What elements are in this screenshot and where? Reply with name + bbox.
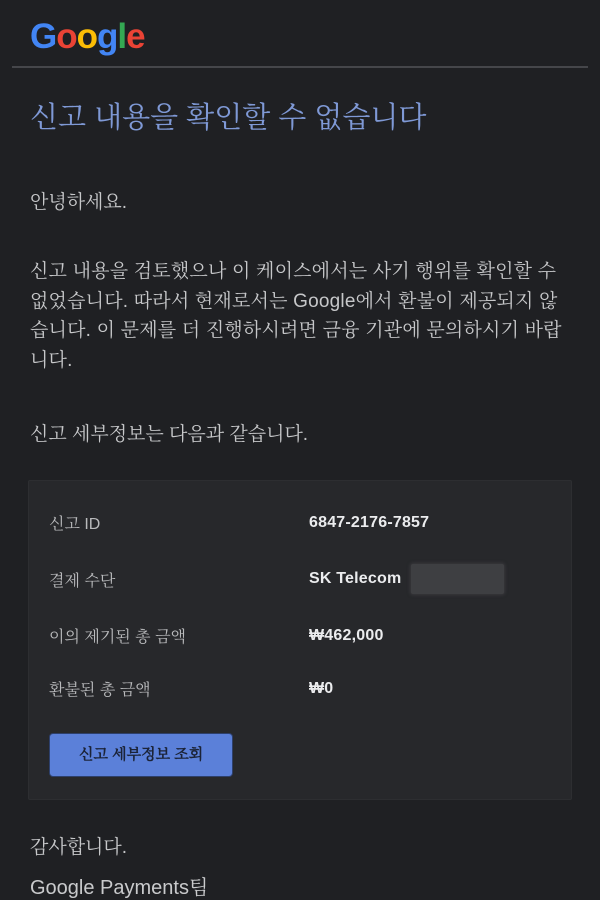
detail-row-payment-method (49, 564, 551, 594)
detail-row-refunded-amount (49, 677, 551, 700)
google-logo-letter: g (97, 17, 118, 56)
detail-value-payment-method: SK Telecom (309, 570, 402, 587)
google-logo-letter: o (56, 17, 77, 56)
detail-value-refunded-amount: ₩0 (309, 679, 334, 697)
google-logo-letter: o (76, 17, 98, 56)
detail-value-disputed-amount: ₩462,000 (309, 626, 384, 644)
report-details-card (28, 480, 572, 800)
detail-label-disputed-amount: 이의 제기된 총 금액 (49, 629, 186, 646)
closing-team-signature: Google Payments팀 (30, 877, 209, 899)
detail-row-disputed-amount (49, 624, 551, 647)
google-logo-letter: G (30, 17, 57, 56)
page-title: 신고 내용을 확인할 수 없습니다 (30, 102, 427, 134)
google-logo (30, 18, 570, 56)
google-logo-letter: e (126, 17, 145, 56)
closing-thanks: 감사합니다. (30, 837, 128, 858)
detail-label-report-id: 신고 ID (49, 516, 101, 533)
body-paragraph: 신고 내용을 검토했으나 이 케이스에서는 사기 행위를 확인할 수 없었습니다. 따라서 현재로서는 Google에서 환불이 제공되지 않습니다. 이 문제를 더 진행하시려면 금융 기관에 문의하시기 바랍니다. (30, 261, 562, 371)
view-report-details-button[interactable]: 신고 세부정보 조회 (49, 733, 233, 777)
google-logo-letter: l (117, 17, 127, 56)
redacted-value-patch (411, 564, 504, 594)
detail-row-report-id (49, 511, 551, 534)
header-divider (12, 66, 588, 68)
greeting-text: 안녕하세요. (30, 192, 128, 213)
detail-value-report-id: 6847-2176-7857 (309, 513, 430, 531)
details-intro-text: 신고 세부정보는 다음과 같습니다. (30, 424, 309, 445)
detail-label-refunded-amount: 환불된 총 금액 (49, 682, 151, 699)
detail-label-payment-method: 결제 수단 (49, 572, 116, 590)
